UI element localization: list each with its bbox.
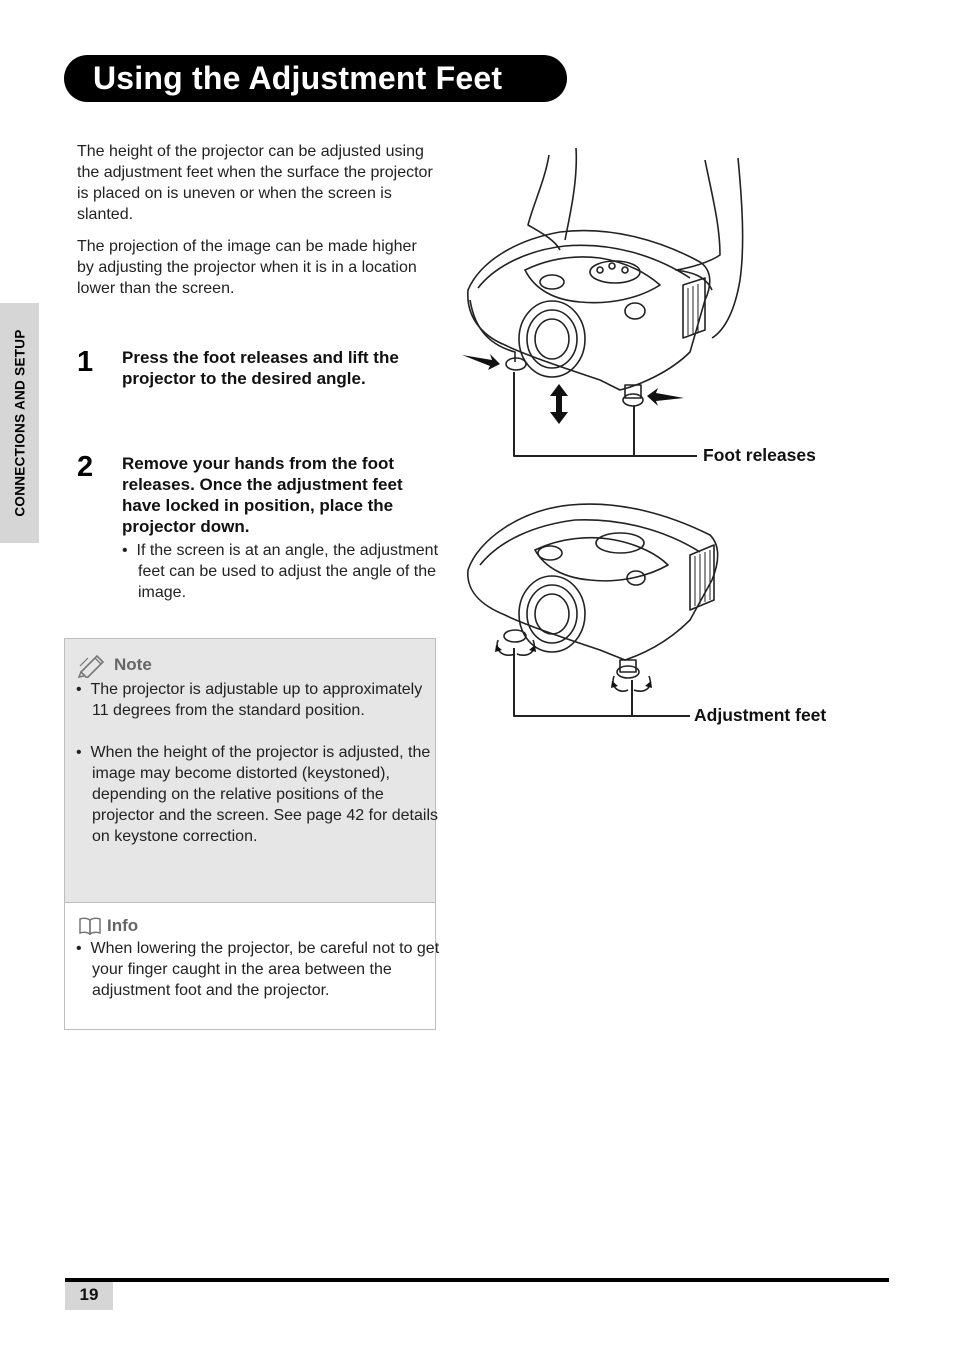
- note-item-1: • The projector is adjustable up to approximately 11 degrees from the standard position.: [76, 681, 423, 719]
- info-heading: Info: [107, 916, 139, 935]
- section-side-tab-label: CONNECTIONS AND SETUP: [12, 329, 28, 517]
- projector-adjusting-illustration: [468, 504, 718, 716]
- intro-paragraph-2: The projection of the image can be made higher by adjusting the projector when it is in a location lower than the screen.: [77, 238, 417, 297]
- step-1-number: 1: [77, 346, 94, 378]
- intro-paragraph-1: The height of the projector can be adjusted using the adjustment feet when the surface the projector is placed on is uneven or when the screen is slanted.: [77, 143, 433, 223]
- note-heading: Note: [114, 655, 152, 674]
- step-2-number: 2: [77, 451, 94, 483]
- note-item-2: • When the height of the projector is adjusted, the image may become distorted (keystoned), depending on the relative positions of the projector and the screen. See page 42 for details on keystone correction.: [76, 744, 438, 845]
- page-number: 19: [65, 1282, 113, 1310]
- info-item-1: • When lowering the projector, be careful not to get your finger caught in the area between the adjustment foot and the projector.: [76, 940, 440, 999]
- step-1-text: Press the foot releases and lift the projector to the desired angle.: [122, 348, 399, 388]
- adjustment-feet-label: Adjustment feet: [694, 705, 827, 725]
- foot-releases-label: Foot releases: [703, 445, 816, 465]
- step-2-bullet: • If the screen is at an angle, the adjustment feet can be used to adjust the angle of the image.: [122, 542, 439, 601]
- projector-lifting-illustration: [468, 148, 743, 456]
- page-title: Using the Adjustment Feet: [93, 60, 503, 96]
- footer-rule: [65, 1278, 889, 1282]
- foot-release-arrows: [462, 354, 684, 424]
- step-2-text: Remove your hands from the foot releases. Once the adjustment feet have locked in position, place the projector down.: [122, 454, 403, 536]
